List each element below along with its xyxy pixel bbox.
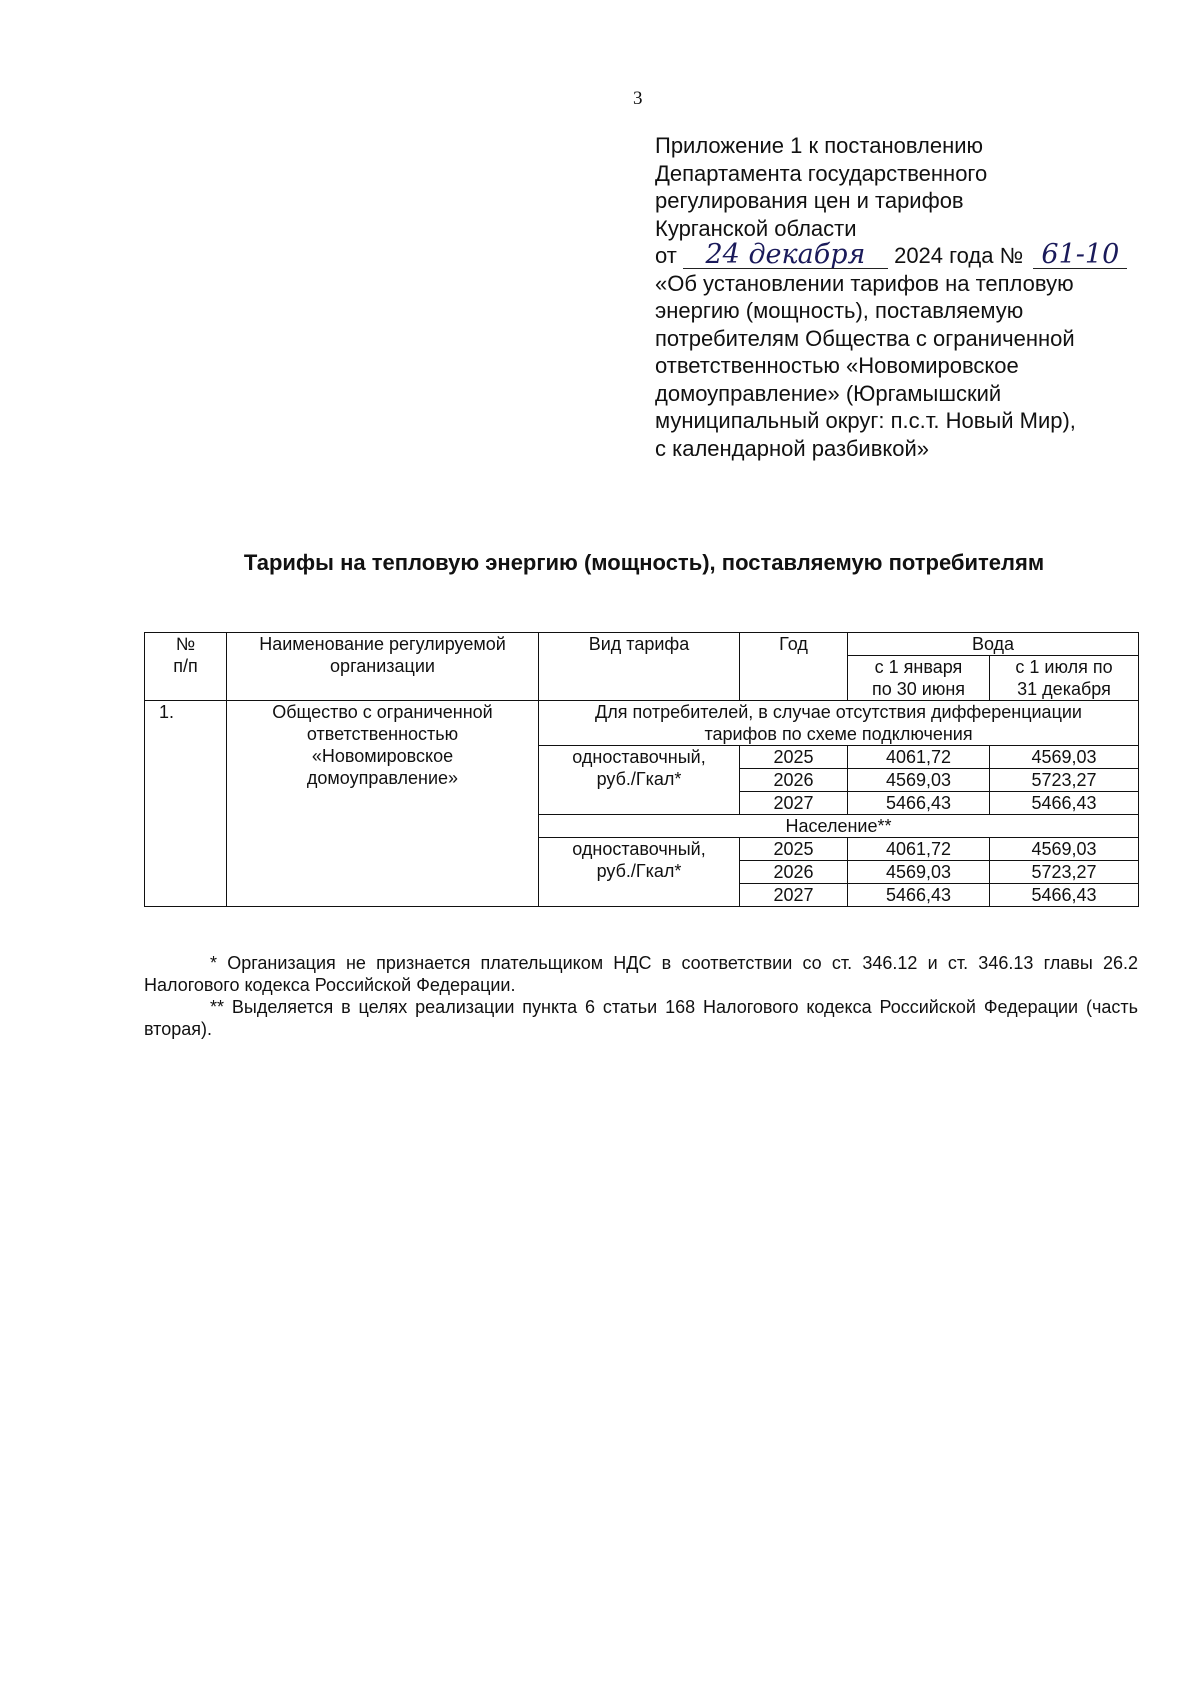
- year-cell: 2025: [740, 838, 848, 861]
- appendix-line: Приложение 1 к постановлению: [655, 133, 984, 158]
- table-row: [145, 701, 1139, 746]
- group-label: Для потребителей, в случае отсутствия дифференциации тарифов по схеме подключения: [539, 701, 1139, 746]
- value-cell: 5466,43: [848, 792, 990, 815]
- date-prefix: от: [655, 243, 677, 268]
- header-tariff-type: Вид тарифа: [539, 633, 740, 701]
- footnote-population: ** Выделяется в целях реализации пункта 6 статьи 168 Налогового кодекса Российской Федерации (часть вторая).: [144, 997, 1138, 1039]
- tariff-type: одноставочный, руб./Гкал*: [539, 746, 740, 815]
- value-cell: 5723,27: [990, 769, 1139, 792]
- year-cell: 2025: [740, 746, 848, 769]
- subject-line: с календарной разбивкой»: [655, 435, 930, 461]
- page-number: 3: [633, 88, 643, 109]
- value-cell: 5466,43: [990, 792, 1139, 815]
- value-cell: 5466,43: [990, 884, 1139, 907]
- value-cell: 5466,43: [848, 884, 990, 907]
- appendix-date-line: [655, 239, 1175, 270]
- header-org: Наименование регулируемой организации: [227, 633, 539, 701]
- appendix-line: регулирования цен и тарифов: [655, 188, 964, 213]
- value-cell: 4061,72: [848, 838, 990, 861]
- value-cell: 5723,27: [990, 861, 1139, 884]
- appendix-header: [655, 132, 1175, 462]
- handwritten-date: 24 декабря: [683, 244, 888, 266]
- header-year: Год: [740, 633, 848, 701]
- group-label: Население**: [539, 815, 1139, 838]
- year-cell: 2027: [740, 792, 848, 815]
- handwritten-number: 61-10: [1033, 244, 1127, 266]
- tariff-table: [144, 632, 1139, 907]
- value-cell: 4569,03: [990, 746, 1139, 769]
- subject-line: энергию (мощность), поставляемую: [655, 298, 1024, 323]
- value-cell: 4569,03: [848, 769, 990, 792]
- organization-name: Общество с ограниченной ответственностью «Новомировское домоуправление»: [227, 701, 539, 907]
- year-cell: 2026: [740, 861, 848, 884]
- subject-line: ответственностью «Новомировское: [655, 353, 1019, 378]
- value-cell: 4569,03: [990, 838, 1139, 861]
- subject-line: муниципальный округ: п.с.т. Новый Мир),: [655, 408, 1076, 433]
- document-title: Тарифы на тепловую энергию (мощность), поставляемую потребителям: [243, 550, 1045, 575]
- appendix-line: Департамента государственного: [655, 160, 988, 186]
- header-period-2: с 1 июля по 31 декабря: [990, 656, 1139, 701]
- value-cell: 4061,72: [848, 746, 990, 769]
- appendix-line: Курганской области: [655, 215, 857, 241]
- year-cell: 2026: [740, 769, 848, 792]
- table-header-row: [145, 633, 1139, 656]
- value-cell: 4569,03: [848, 861, 990, 884]
- subject-line: «Об установлении тарифов на тепловую: [655, 270, 1074, 296]
- footnotes: [144, 952, 1138, 1040]
- year-cell: 2027: [740, 884, 848, 907]
- tariff-type: одноставочный, руб./Гкал*: [539, 838, 740, 907]
- subject-line: потребителям Общества с ограниченной: [655, 325, 1075, 351]
- header-period-1: с 1 января по 30 июня: [848, 656, 990, 701]
- header-water: Вода: [848, 633, 1139, 656]
- subject-line: домоуправление» (Юргамышский: [655, 380, 1002, 406]
- header-num: № п/п: [145, 633, 227, 701]
- year-text: 2024 года №: [894, 243, 1024, 268]
- footnote-vat: * Организация не признается плательщиком НДС в соответствии со ст. 346.12 и ст. 346.13 главы 26.2 Налогового кодекса Российской Федерации.: [144, 953, 1138, 995]
- row-number: 1.: [145, 701, 227, 907]
